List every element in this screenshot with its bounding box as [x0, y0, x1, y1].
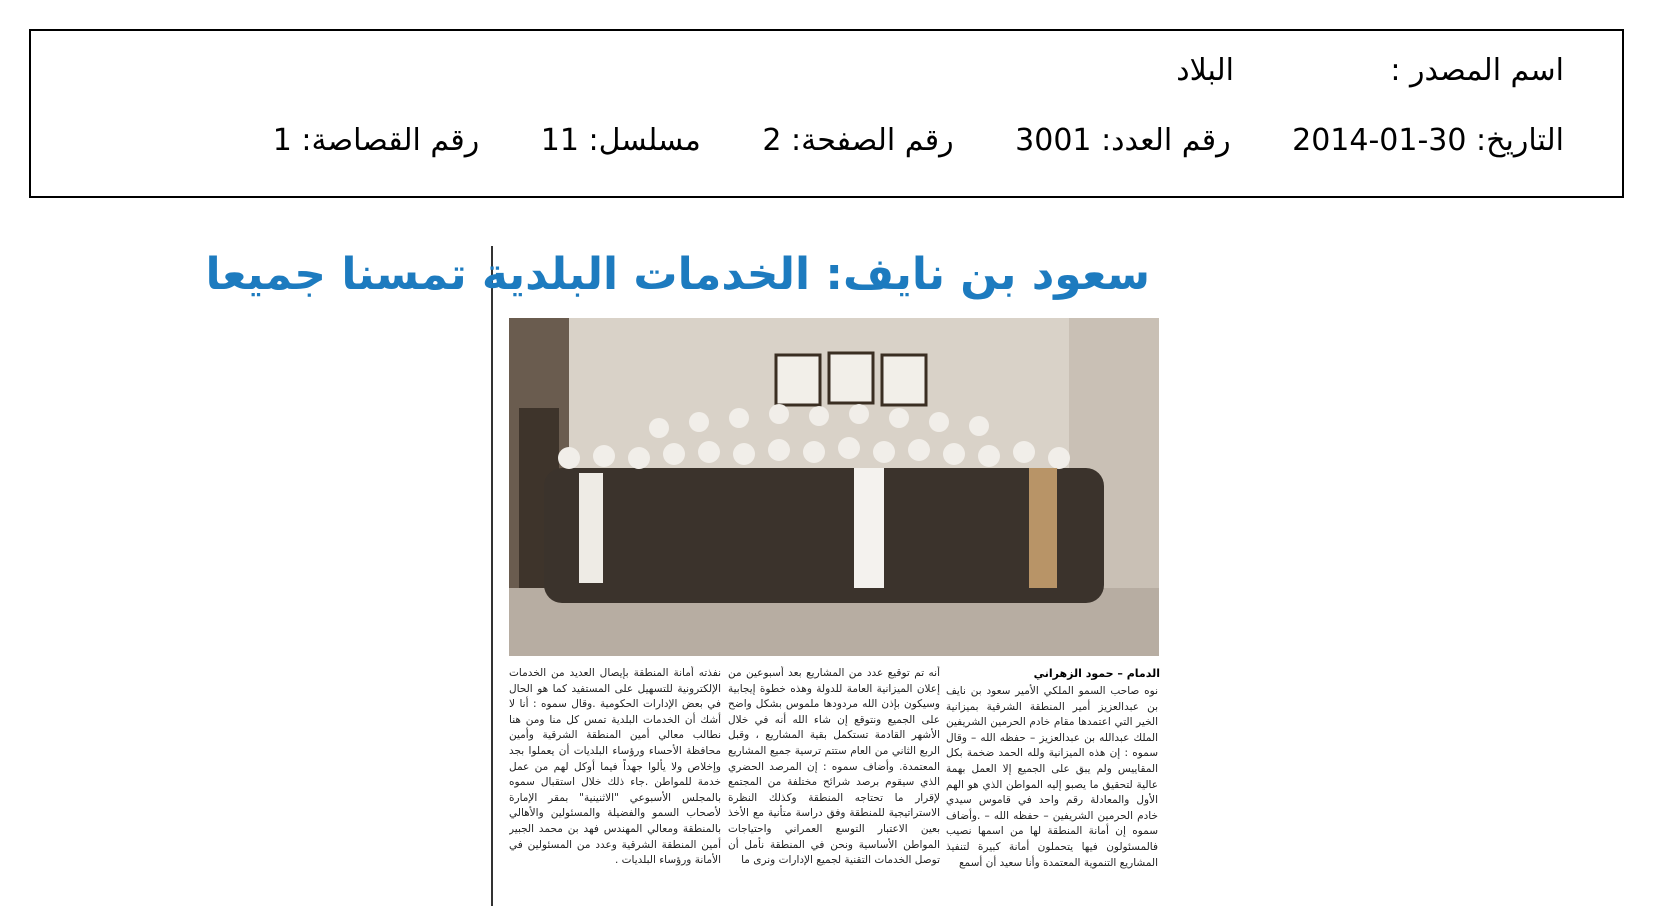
date-value: 2014-01-30	[1292, 123, 1467, 158]
details-row	[273, 123, 1564, 159]
page-value: 2	[762, 123, 782, 158]
article-column-3: نفذته أمانة المنطقة بإيصال العديد من الخدمات الإلكترونية للتسهيل على المستفيد كما هو الحال في بعض الإدارات الحكومية .وقال سموه : أنا لا أشك أن الخدمات البلدية تمس كل منا ومن هنا نطالب معالي أمين المنطقة الشرقية وأمين محافظة الأحساء ورؤساء البلديات أن يعملوا بجد وإخلاص ولا يألوا جهداً فيما أوكل لهم من عمل خدمة للمواطن .جاء ذلك خلال استقبال سموه بالمجلس الأسبوعي "الاثنينية" بمقر الإمارة لأصحاب السمو والفضيلة والمسئولين والأهالي بالمنطقة ومعالي المهندس فهد بن محمد الجبير أمين المنطقة الشرقية وعدد من المسئولين في الأمانة ورؤساء البلديات .	[509, 667, 721, 867]
source-label: اسم المصدر :	[1390, 53, 1564, 88]
clipping-metadata-box	[29, 29, 1624, 198]
article-column-2: أنه تم توقيع عدد من المشاريع بعد أسبوعين من إعلان الميزانية العامة للدولة وهذه خطوة إيجابية وسيكون بإذن الله مردودها ملموس بشكل واضح على الجميع ونتوقع إن شاء الله أنه في خلال الأشهر القادمة تستكمل بقية المشاريع ، وقبل الربع الثاني من العام ستتم ترسية جميع المشاريع المعتمدة. وأضاف سموه : إن المرصد الحضري الذي سيقوم برصد شرائح مختلفة من المجتمع لإقرار ما تحتاجه المنطقة وكذلك النظرة الاستراتيجية للمنطقة وفق دراسة متأنية مع الأخذ بعين الاعتبار التوسع العمراني واحتياجات المواطن الأساسية ونحن في المنطقة نأمل أن توصل الخدمات التقنية لجميع الإدارات ونرى ما	[728, 667, 940, 867]
date-label: التاريخ:	[1476, 123, 1564, 158]
page-label: رقم الصفحة:	[791, 123, 954, 158]
article-column-1: نوه صاحب السمو الملكي الأمير سعود بن نايف بن عبدالعزيز أمير المنطقة الشرقية بميزانية الخير التي اعتمدها مقام خادم الحرمين الشريفين الملك عبدالله بن عبدالعزيز – حفظه الله – وقال سموه : إن هذه الميزانية ولله الحمد ضخمة بكل المقاييس ولم يبق على الجميع إلا العمل بهمة عالية لتحقيق ما يصبو إليه المواطن الذي هو الهم الأول والمعادلة رقم واحد في قاموس سيدي خادم الحرمين الشريفين – حفظه الله – .وأضاف سموه إن أمانة المنطقة لها من اسمها نصيب فالمسئولون فيها يتحملون أمانة كبيرة لتنفيذ المشاريع التنموية المعتمدة وأنا سعيد أن أسمع	[946, 685, 1158, 869]
source-row	[1176, 53, 1564, 89]
article-headline: سعود بن نايف: الخدمات البلدية تمسنا جميعا	[205, 249, 1150, 300]
issue-value: 3001	[1015, 123, 1092, 158]
issue-label: رقم العدد:	[1101, 123, 1231, 158]
serial-value: 11	[540, 123, 579, 158]
group-photo	[509, 318, 1159, 656]
clip-value: 1	[272, 123, 292, 158]
source-value: البلاد	[1176, 53, 1234, 88]
article-byline: الدمام – حمود الزهراني	[1033, 667, 1160, 680]
clip-label: رقم القصاصة:	[301, 123, 480, 158]
column-divider	[491, 246, 493, 906]
serial-label: مسلسل:	[588, 123, 701, 158]
